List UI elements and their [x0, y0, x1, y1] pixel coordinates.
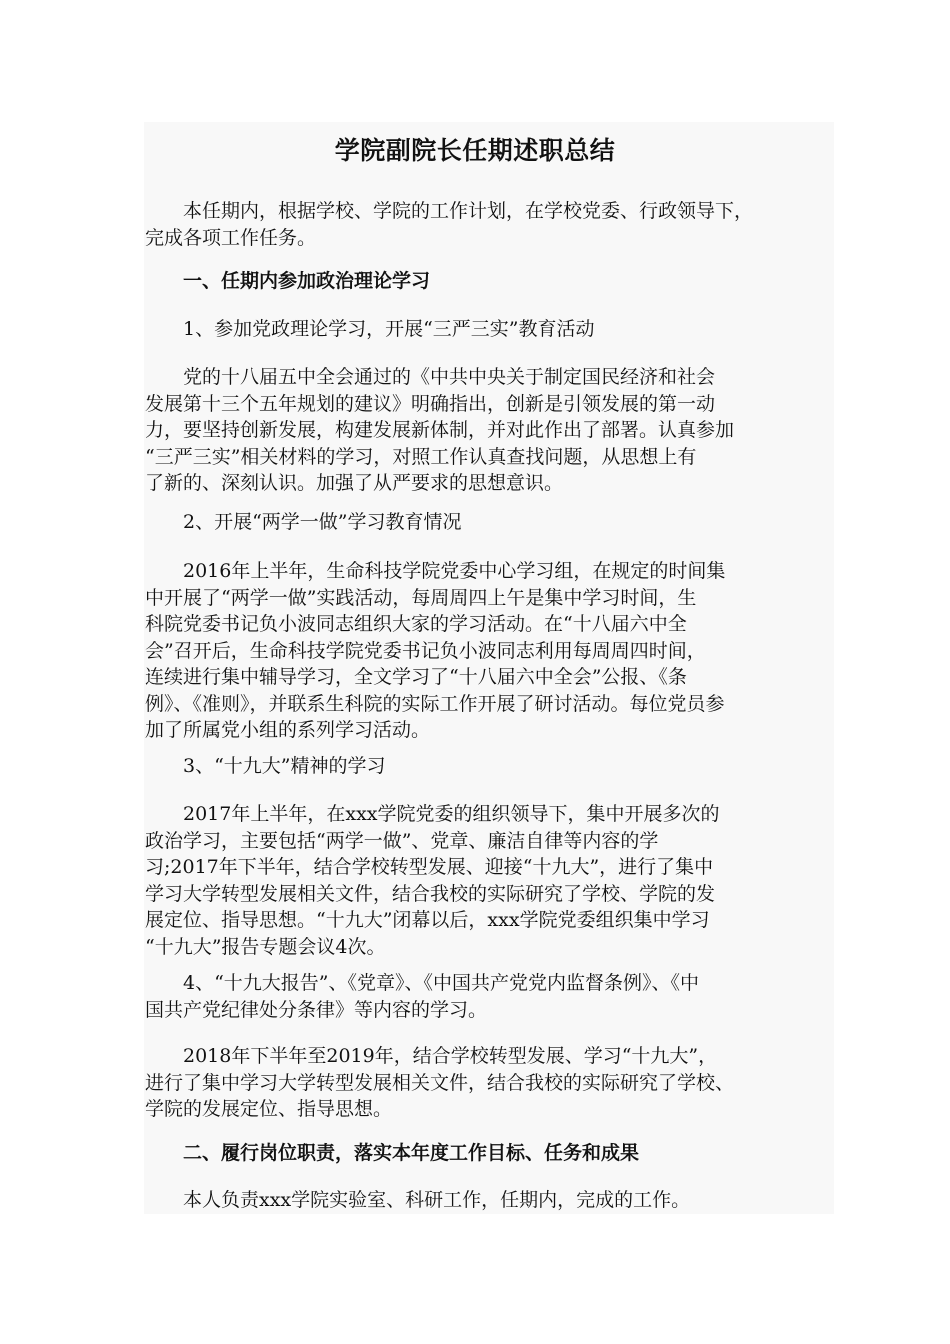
text-line: 本人负责xxx学院实验室、科研工作，任期内，完成的工作。 — [145, 1189, 691, 1211]
text-line: 3、“十九大”精神的学习 — [145, 755, 386, 777]
text-line: “三严三实”相关材料的学习，对照工作认真查找问题，从思想上有 — [145, 445, 697, 468]
text-line: 国共产党纪律处分条律》等内容的学习。 — [145, 998, 488, 1021]
text-line: 政治学习，主要包括“两学一做”、党章、廉洁自律等内容的学 — [145, 829, 659, 852]
text-line: 会”召开后，生命科技学院党委书记负小波同志利用每周周四时间， — [145, 639, 706, 662]
paragraph-1-1 — [145, 364, 835, 497]
text-line: 科院党委书记负小波同志组织大家的学习活动。在“十八届六中全 — [145, 613, 687, 635]
subheading-1-3 — [145, 753, 835, 780]
subheading-1-1 — [145, 316, 835, 343]
section-heading-1 — [145, 268, 835, 295]
text-line: 党的十八届五中全会通过的《中共中央关于制定国民经济和社会 — [145, 366, 716, 388]
text-line: 力，要坚持创新发展，构建发展新体制，并对此作出了部署。认真参加 — [145, 419, 735, 441]
text-line: 例》、《准则》，并联系生科院的实际工作开展了研讨活动。每位党员参 — [145, 692, 725, 715]
subheading-1-2 — [145, 509, 835, 536]
text-line: “十九大”报告专题会议4次。 — [145, 935, 386, 958]
text-line: 一、任期内参加政治理论学习 — [145, 270, 431, 292]
paragraph-2-1 — [145, 1187, 835, 1214]
paragraph-1-4 — [145, 1043, 835, 1123]
text-line: 2016年上半年，生命科技学院党委中心学习组，在规定的时间集 — [145, 560, 726, 582]
text-line: 2017年上半年，在xxx学院党委的组织领导下，集中开展多次的 — [145, 803, 720, 825]
text-line: 加了所属党小组的系列学习活动。 — [145, 719, 431, 741]
text-line: 连续进行集中辅导学习，全文学习了“十八届六中全会”公报、《条 — [145, 666, 687, 688]
text-line: 二、履行岗位职责，落实本年度工作目标、任务和成果 — [145, 1142, 640, 1164]
text-line: 中开展了“两学一做”实践活动，每周周四上午是集中学习时间，生 — [145, 586, 697, 609]
text-line: 完成各项工作任务。 — [145, 226, 317, 249]
text-line: 本任期内，根据学校、学院的工作计划，在学校党委、行政领导下， — [145, 200, 754, 222]
text-line: 进行了集中学习大学转型发展相关文件，结合我校的实际研究了学校、 — [145, 1071, 735, 1094]
text-line: 学院的发展定位、指导思想。 — [145, 1098, 393, 1120]
document-title: 学院副院长任期述职总结 — [334, 136, 616, 165]
text-line: 2、开展“两学一做”学习教育情况 — [145, 511, 462, 533]
text-line: 学习大学转型发展相关文件，结合我校的实际研究了学校、学院的发 — [145, 882, 716, 905]
paragraph-1-3 — [145, 801, 835, 960]
paragraph-1-2 — [145, 558, 835, 744]
text-line: 2018年下半年至2019年，结合学校转型发展、学习“十九大”， — [145, 1045, 718, 1067]
text-line: 了新的、深刻认识。加强了从严要求的思想意识。 — [145, 472, 564, 494]
section-heading-2 — [145, 1140, 835, 1167]
paragraph-intro — [145, 198, 835, 251]
subheading-1-4 — [145, 970, 835, 1023]
text-line: 4、“十九大报告”、《党章》、《中国共产党党内监督条例》、《中 — [145, 972, 700, 994]
text-line: 展定位、指导思想。“十九大”闭幕以后，xxx学院党委组织集中学习 — [145, 909, 710, 931]
text-line: 习;2017年下半年，结合学校转型发展、迎接“十九大”，进行了集中 — [145, 856, 714, 878]
text-line: 1、参加党政理论学习，开展“三严三实”教育活动 — [145, 318, 595, 340]
text-line: 发展第十三个五年规划的建议》明确指出，创新是引领发展的第一动 — [145, 392, 716, 415]
